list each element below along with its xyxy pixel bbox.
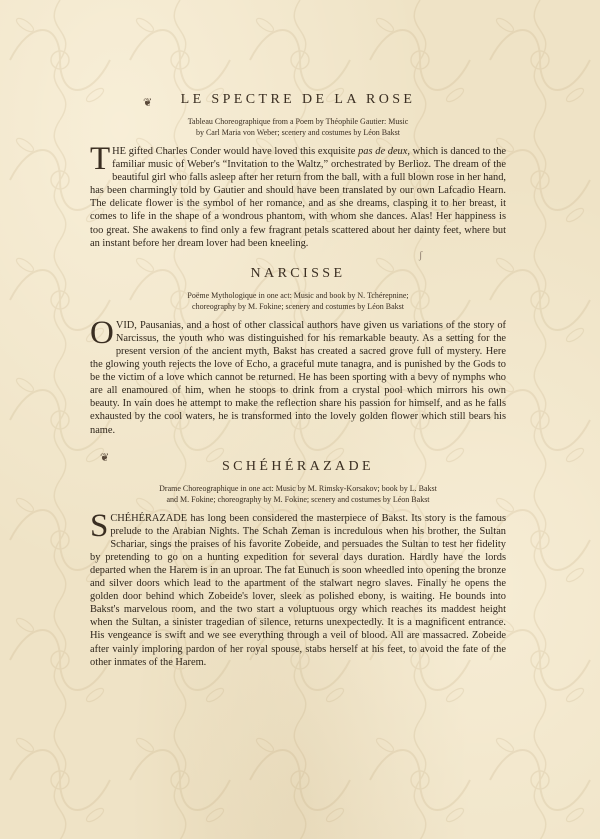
body-text: CHÉHÉRAZADE has long been considered the masterpiece of Bakst. Its story is the famous prelude to the Arabian Nights. The Schah Zeman is incredulous when his brother, the Sultan Schariar, sings the praises of his favorite Zobeide, and persuades the Sultan to test her fidelity by pretending to go on a hunting expedition for several days duration. Hardly have the lords departed when the Harem is in an uproar. The fat Eunuch is soon wheedled into opening the bronze and silver doors which lead to the apartment of the stalwart negro slaves. Finally he opens the golden door behind which Zobeide's lover, sleek as polished ebony, is waiting. He bounds into Bakst's marvelous room, and the two start a voluptuous orgy which reaches its maddest height when the Sultan, a sinister tragedian of silence, returns unexpectedly. It is a magnificent entrance. His vengeance is swift and we see everything through a veil of blood. All are massacred. Zobeide after vainly imploring pardon of her royal spouse, stabs herself at his feet, to avoid the fate of the other inmates of the Harem. (90, 512, 506, 668)
section-narcisse (90, 266, 506, 437)
subtitle-line: Poëme Mythologique in one act: Music and book by N. Tchérepnine; (187, 290, 409, 300)
section-body (90, 507, 506, 669)
drop-cap: O (90, 314, 114, 351)
section-subtitle (90, 290, 506, 312)
subtitle-line: Drame Choreographique in one act: Music by M. Rimsky-Korsakov; book by L. Bakst (159, 483, 437, 493)
section-title: LE SPECTRE DE LA ROSE (180, 92, 416, 107)
section-subtitle (90, 116, 506, 138)
drop-cap: T (90, 141, 111, 177)
rose-ornament: ❦ (143, 97, 153, 109)
body-text: VID, Pausanias, and a host of other classical authors have given us variations of the story of Narcissus, the youth who was distinguished for his remarkable beauty. As a setting for the present version of the ancient myth, Bakst has created a sacred grove full of mystery. Here the glowing youth rejects the love of Echo, a graceful mute tanagra, and is punished by the Gods to be the victim of a love which cannot be returned. He has been sporting with a bevy of nymphs who are all enamoured of him, when he stoops to drink from a crystal pool which mirrors his own beauty. In vain does he attempt to make the reflection share his passion for himself, and as he falls exhausted by the cool waters, he is transformed into the lovely golden flower which still bears his name. (90, 319, 506, 436)
subtitle-line: choreography by M. Fokine; scenery and costumes by Léon Bakst (192, 301, 404, 311)
section-spectre-de-la-rose (90, 92, 506, 250)
section-scheherazade (90, 459, 506, 669)
subtitle-line: by Carl Maria von Weber; scenery and costumes by Léon Bakst (195, 128, 401, 137)
section-body (90, 141, 506, 250)
ink-mark: ʃ (419, 250, 423, 261)
section-title: NARCISSE (250, 265, 346, 281)
subtitle-line: Tableau Choreographique from a Poem by Théophile Gautier: Music (187, 117, 409, 126)
section-body (90, 314, 506, 437)
program-content (90, 92, 506, 669)
drop-cap: S (90, 507, 109, 544)
body-text: HE gifted Charles Conder would have loved this exquisite (112, 146, 359, 157)
subtitle-line: and M. Fokine; choreography by M. Fokine; scenery and costumes by Léon Bakst (166, 494, 430, 504)
body-text: which is danced to the familiar music of Weber's “Invitation to the Waltz,” orchestrated by Berlioz. The dream of the beautiful girl who falls asleep after her return from the ball, with a full blown rose in her hand, has been charmingly told by Gautier and should have been translated by our own Lafcadio Hearn. The delicate flower is the symbol of her romance, and as she dreams, clasping it to her breast, it comes to life in the shape of a wondrous phantom, with whom she dances. Alas! Her happiness is too great. She awakens to find only a few fragrant petals scattered about her dainty feet, where but an instant before her dream lover had been kneeling. (90, 146, 506, 249)
section-subtitle (90, 483, 506, 505)
section-title: SCHÉHÉRAZADE (221, 458, 375, 474)
body-italic-text: pas de deux, (358, 146, 410, 157)
rose-ornament: ❦ (100, 452, 110, 464)
